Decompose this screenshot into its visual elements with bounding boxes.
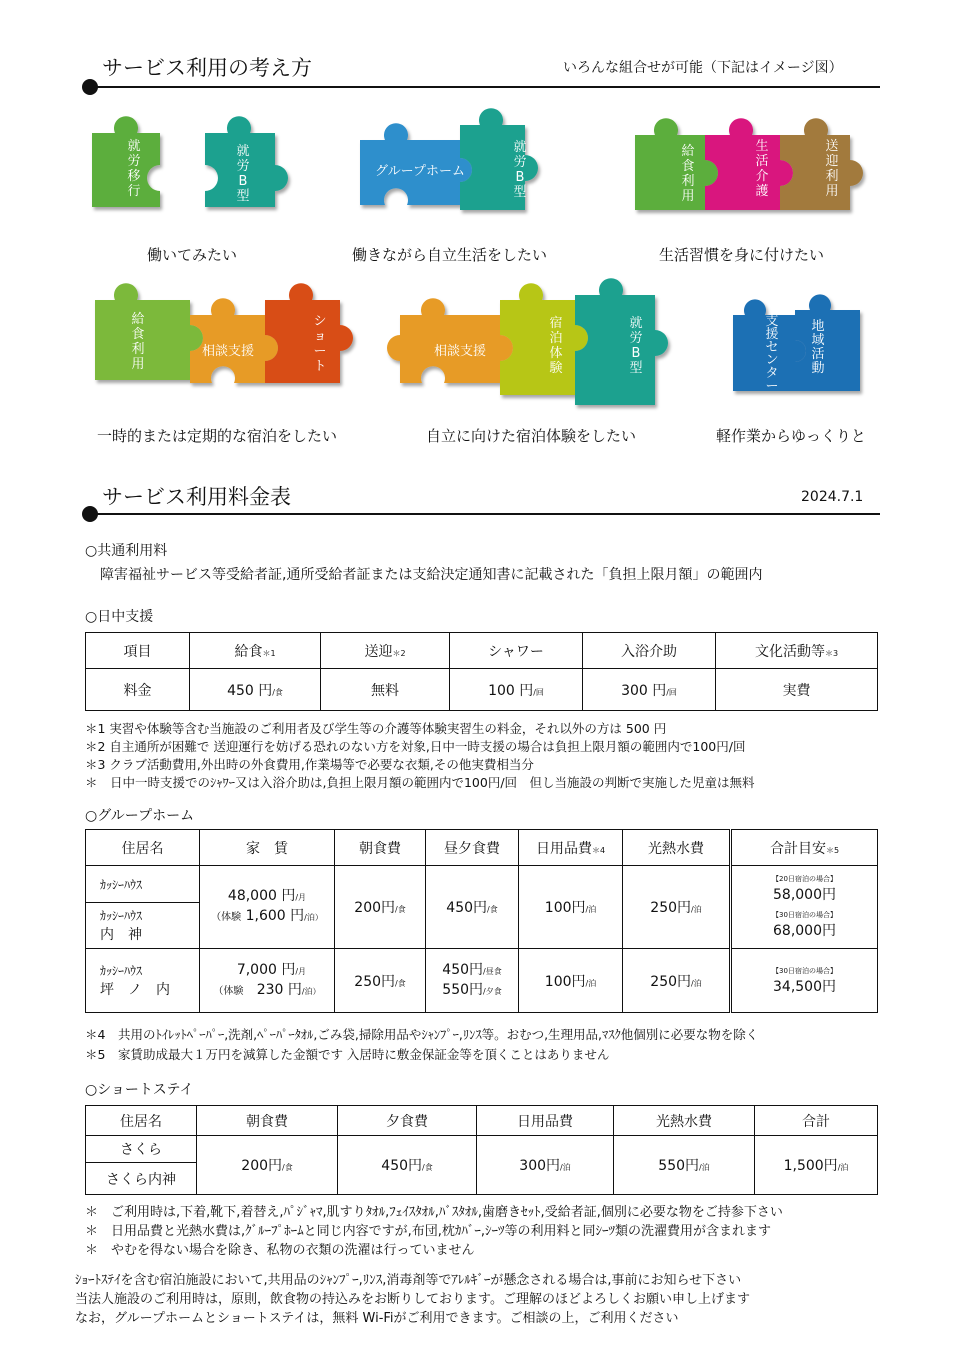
gh-daily-1: 100円/泊 xyxy=(519,866,623,949)
fee-shower: 100 円/回 xyxy=(450,669,583,711)
piece-label-6: 生活介護 xyxy=(755,139,769,199)
puzzle-piece-12 xyxy=(500,283,588,395)
footer-line-1: ｼｮｰﾄｽﾃｲを含む宿泊施設において,共用品のｼｬﾝﾌﾟｰ,ﾘﾝｽ,消毒剤等でｱﾚﾙｷﾞｰが懸念される場合は,事前にお知らせ下さい xyxy=(75,1273,742,1288)
ss-note-1: ＊ ご利用時は,下着,靴下,着替え,ﾊﾟｼﾞｬﾏ,肌すりﾀｵﾙ,ﾌｪｲｽﾀｵﾙ,ﾊﾞｽﾀｵﾙ,歯磨きｾｯﾄ,受給者証,個別に必要な物をご持参下さい xyxy=(85,1205,783,1220)
row-label-fee: 料金 xyxy=(86,669,190,711)
gh-th-daily: 日用品費＊4 xyxy=(519,830,623,866)
combo-caption-4: 一時的または定期的な宿泊をしたい xyxy=(97,427,338,445)
combo-1 xyxy=(92,116,288,207)
gh-total-2: 【30日宿泊の場合】 34,500円 xyxy=(731,949,878,1013)
day-fee-table xyxy=(85,632,878,711)
combo-caption-5: 自立に向けた宿泊体験をしたい xyxy=(426,427,637,445)
gh-name-1a: ｶｯｼｰﾊｳｽ xyxy=(86,866,200,903)
common-heading: ○共通利用料 xyxy=(85,543,168,559)
ss-th-total: 合計 xyxy=(755,1106,878,1136)
day-note-2: ＊2 自主通所が困難で 送迎運行を妨げる恐れのない方を対象,日中一時支援の場合は負担上限月額の範囲内で100円/回 xyxy=(85,739,746,754)
day-note-1: ＊1 実習や体験等含む当施設のご利用者及び学生等の介護等体験実習生の料金，それ以外の方は 500 円 xyxy=(85,721,667,736)
section-title-fees: サービス利用料金表 xyxy=(102,485,291,509)
piece-label-1: 就労移行 xyxy=(127,139,141,199)
section-subtitle: いろんな組合せが可能（下記はイメージ図） xyxy=(563,60,843,76)
gh-th-total: 合計目安＊5 xyxy=(731,830,878,866)
piece-label-13: 就労 B 型 xyxy=(629,316,643,376)
piece-label-3: グループホーム xyxy=(375,164,465,179)
section-title-concept: サービス利用の考え方 xyxy=(102,56,312,80)
puzzle-piece-10 xyxy=(265,283,353,383)
ss-th-dinner: 夕食費 xyxy=(338,1106,477,1136)
combo-caption-6: 軽作業からゆっくりと xyxy=(716,427,866,445)
gh-utility-1: 250円/泊 xyxy=(623,866,731,949)
ss-utility: 550円/泊 xyxy=(614,1136,755,1195)
gh-breakfast-2: 250円/食 xyxy=(335,949,426,1013)
fee-transport: 無料 xyxy=(321,669,450,711)
short-heading: ○ショートステイ xyxy=(85,1082,194,1098)
gh-rent-1: 48,000 円/月 （体験 1,600 円/泊） xyxy=(200,866,335,949)
puzzle-piece-8 xyxy=(95,283,203,380)
piece-label-4: 就労 B 型 xyxy=(513,140,527,200)
piece-label-9: 相談支援 xyxy=(201,344,255,359)
short-stay-table xyxy=(85,1105,878,1195)
ss-note-3: ＊ やむを得ない場合を除き、私物の衣類の洗濯は行っていません xyxy=(85,1243,475,1258)
gh-utility-2: 250円/泊 xyxy=(623,949,731,1013)
gh-rent-2: 7,000 円/月 （体験 230 円/泊） xyxy=(200,949,335,1013)
ss-th-breakfast: 朝食費 xyxy=(197,1106,338,1136)
combo-2 xyxy=(360,108,538,210)
piece-label-5: 給食利用 xyxy=(681,144,695,204)
gh-th-meals: 昼夕食費 xyxy=(426,830,519,866)
date-label: 2024.7.1 xyxy=(801,489,864,505)
day-note-4: ＊ 日中一時支援でのｼｬﾜｰ又は入浴介助は,負担上限月額の範囲内で100円/回 但し当施設の判断で実施した児童は無料 xyxy=(85,775,755,790)
ss-dinner: 450円/食 xyxy=(338,1136,477,1195)
ss-th-daily: 日用品費 xyxy=(477,1106,614,1136)
gh-note-2: ＊5 家賃助成最大１万円を減算した金額です 入居時に敷金保証金等を頂くことはありません xyxy=(85,1047,610,1062)
piece-label-7: 送迎利用 xyxy=(825,139,839,199)
puzzle-piece-15 xyxy=(795,294,860,391)
gh-note-1: ＊4 共用のﾄｲﾚｯﾄﾍﾟｰﾊﾟｰ,洗剤,ﾍﾟｰﾊﾟｰﾀｵﾙ,ごみ袋,掃除用品やｼｬﾝﾌﾟｰ,ﾘﾝｽ等。おむつ,生理用品,ﾏｽｸ他個別に必要な物を除く xyxy=(85,1027,759,1042)
gh-daily-2: 100円/泊 xyxy=(519,949,623,1013)
gh-name-2: ｶｯｼｰﾊｳｽ 坪 ノ 内 xyxy=(86,949,200,1013)
ss-name-1: さくら xyxy=(86,1136,197,1163)
gh-th-name: 住居名 xyxy=(86,830,200,866)
gh-breakfast-1: 200円/食 xyxy=(335,866,426,949)
piece-label-14: 支援センター xyxy=(765,314,779,394)
th-item: 項目 xyxy=(86,633,190,669)
puzzle-piece-6 xyxy=(705,118,793,210)
puzzle-piece-1 xyxy=(92,116,160,207)
piece-label-15: 地域活動 xyxy=(811,319,825,376)
combo-caption-2: 働きながら自立生活をしたい xyxy=(352,246,548,264)
piece-label-8: 給食利用 xyxy=(131,312,145,372)
fee-bath: 300 円/回 xyxy=(583,669,716,711)
th-transport: 送迎＊2 xyxy=(321,633,450,669)
th-culture: 文化活動等＊3 xyxy=(716,633,878,669)
piece-label-11: 相談支援 xyxy=(433,344,487,359)
group-home-table xyxy=(85,829,878,1013)
ss-note-2: ＊ 日用品費と光熱水費は,ｸﾞﾙｰﾌﾟﾎｰﾑと同じ内容ですが,布団,枕ｶﾊﾞｰ,ｼｰﾂ等の利用料と同ｼｰﾂ類の洗濯費用が含まれます xyxy=(85,1224,772,1239)
ss-daily: 300円/泊 xyxy=(477,1136,614,1195)
puzzle-piece-11 xyxy=(387,298,513,383)
combo-5 xyxy=(387,278,668,405)
puzzle-piece-7 xyxy=(780,118,863,210)
gh-th-rent: 家 賃 xyxy=(200,830,335,866)
fee-meal: 450 円/食 xyxy=(190,669,321,711)
piece-label-2: 就労 B 型 xyxy=(236,144,250,204)
piece-label-10: ショート xyxy=(313,314,327,374)
ss-total: 1,500円/泊 xyxy=(755,1136,878,1195)
day-note-3: ＊3 クラブ活動費用,外出時の外食費用,作業場等で必要な衣類,その他実費相当分 xyxy=(85,757,534,772)
gh-meals-1: 450円/食 xyxy=(426,866,519,949)
gh-th-breakfast: 朝食費 xyxy=(335,830,426,866)
day-heading: ○日中支援 xyxy=(85,609,154,625)
th-bath: 入浴介助 xyxy=(583,633,716,669)
gh-th-utility: 光熱水費 xyxy=(623,830,731,866)
divider xyxy=(90,86,880,88)
gh-total-1: 【20日宿泊の場合】 58,000円 【30日宿泊の場合】 68,000円 xyxy=(731,866,878,949)
footer-line-2: 当法人施設のご利用時は，原則，飲食物の持込みをお断りしております。ご理解のほどよろしくお願い申し上げます xyxy=(75,1292,750,1307)
gh-meals-2: 450円/昼食 550円/夕食 xyxy=(426,949,519,1013)
combo-caption-3: 生活習慣を身に付けたい xyxy=(659,246,825,264)
puzzle-piece-13 xyxy=(575,278,668,405)
ss-th-name: 住居名 xyxy=(86,1106,197,1136)
combo-caption-1: 働いてみたい xyxy=(147,246,238,264)
common-text: 障害福祉サービス等受給者証,通所受給者証または支給決定通知書に記載された「負担上限月額」の範囲内 xyxy=(100,567,763,583)
th-shower: シャワー xyxy=(450,633,583,669)
fee-culture: 実費 xyxy=(716,669,878,711)
piece-label-12: 宿泊体験 xyxy=(549,316,563,376)
th-meal: 給食＊1 xyxy=(190,633,321,669)
combo-6 xyxy=(733,294,860,391)
ss-th-utility: 光熱水費 xyxy=(614,1106,755,1136)
footer-line-3: なお，グループホームとショートステイは，無料 Wi-Fiがご利用できます。ご相談の上，ご利用ください xyxy=(75,1311,679,1326)
puzzle-piece-9 xyxy=(190,298,278,383)
ss-breakfast: 200円/食 xyxy=(197,1136,338,1195)
divider xyxy=(90,513,880,515)
ss-name-2: さくら内神 xyxy=(86,1163,197,1195)
gh-heading: ○グループホーム xyxy=(85,808,195,824)
gh-name-1b: ｶｯｼｰﾊｳｽ 内 神 xyxy=(86,903,200,949)
